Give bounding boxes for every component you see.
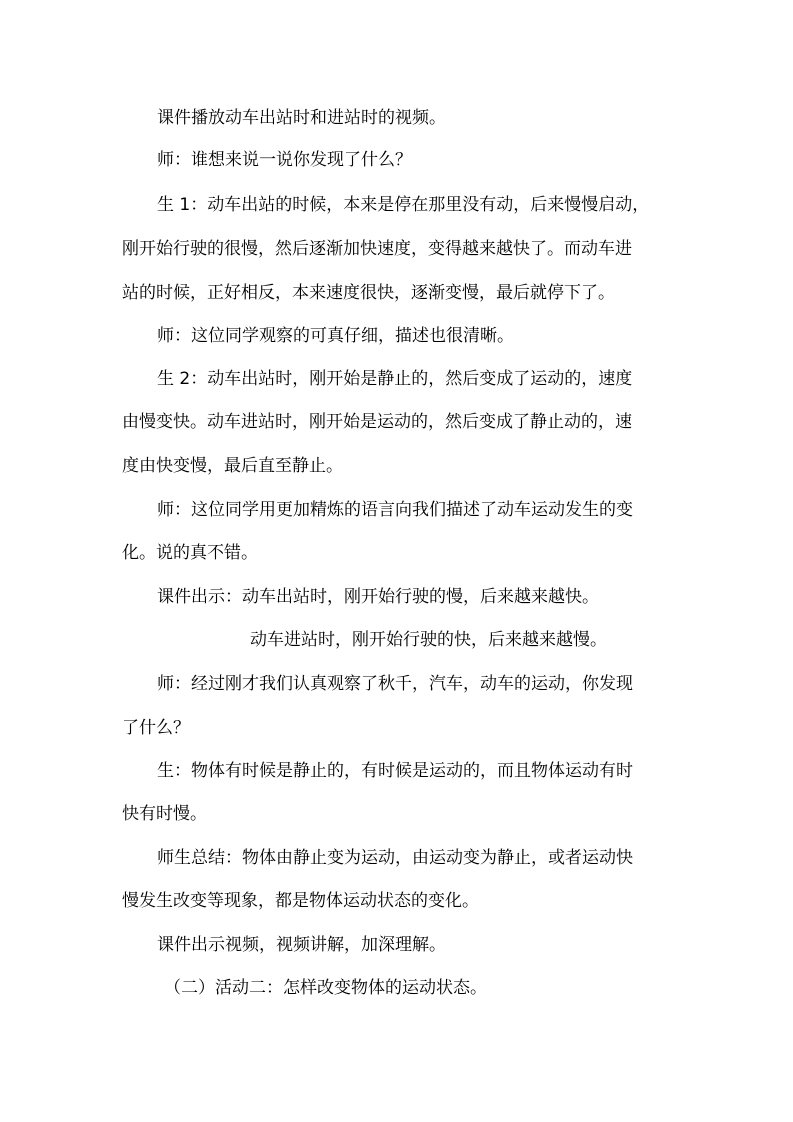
text-line-16: 生：物体有时候是静止的，有时候是运动的，而且物体运动有时 [157, 761, 633, 781]
text-line-2: 师：谁想来说一说你发现了什么？ [157, 150, 412, 170]
text-line-20: 课件出示视频，视频讲解，加深理解。 [157, 935, 446, 955]
text-line-4: 刚开始行驶的很慢，然后逐渐加快速度，变得越来越快了。而动车进 [122, 239, 632, 259]
text-line-18: 师生总结：物体由静止变为运动，由运动变为静止，或者运动快 [157, 848, 633, 868]
text-line-21: （二）活动二：怎样改变物体的运动状态。 [164, 978, 487, 998]
text-line-14: 师：经过刚才我们认真观察了秋千，汽车，动车的运动，你发现 [157, 674, 633, 694]
text-line-8: 由慢变快。动车进站时，刚开始是运动的，然后变成了静止动的，速 [122, 412, 632, 432]
text-line-15: 了什么？ [122, 718, 190, 738]
text-line-17: 快有时慢。 [122, 804, 207, 824]
text-line-3: 生 1：动车出站的时候，本来是停在那里没有动，后来慢慢启动， [157, 195, 650, 215]
text-line-10: 师：这位同学用更加精炼的语言向我们描述了动车运动发生的变 [157, 500, 633, 520]
text-line-1: 课件播放动车出站时和进站时的视频。 [157, 108, 446, 128]
text-line-9: 度由快变慢，最后直至静止。 [122, 456, 343, 476]
text-line-19: 慢发生改变等现象，都是物体运动状态的变化。 [122, 891, 479, 911]
text-line-13: 动车进站时，刚开始行驶的快，后来越来越慢。 [250, 630, 607, 650]
text-line-5: 站的时候，正好相反，本来速度很快，逐渐变慢，最后就停下了。 [122, 283, 615, 303]
text-line-12: 课件出示：动车出站时，刚开始行驶的慢，后来越来越快。 [157, 587, 599, 607]
text-line-6: 师：这位同学观察的可真仔细，描述也很清晰。 [157, 326, 514, 346]
text-line-7: 生 2：动车出站时，刚开始是静止的，然后变成了运动的，速度 [157, 369, 633, 389]
text-line-11: 化。说的真不错。 [122, 543, 258, 563]
